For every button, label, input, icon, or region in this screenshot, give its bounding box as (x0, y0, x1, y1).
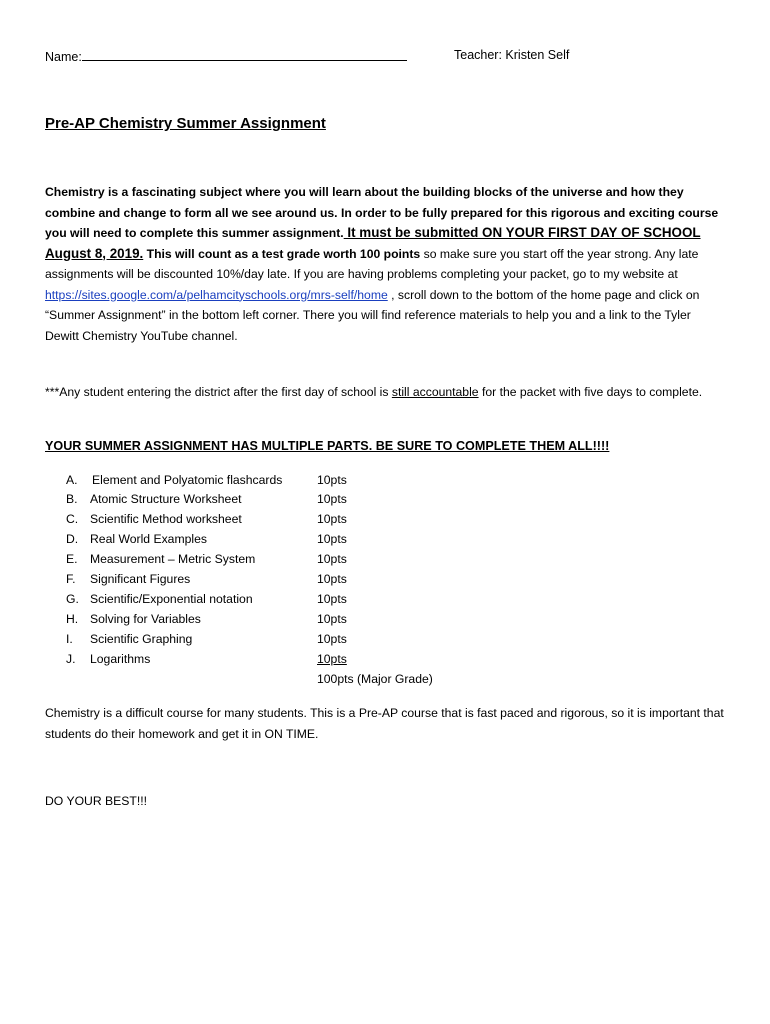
part-name: Logarithms (90, 652, 151, 666)
intro-text-1: so make sure you start off the year strong. Any late assignments will be discounted 10%/day late. If you are having problems completing your packet, go to my website at (45, 246, 699, 281)
list-item: F. Significant Figures 10pts (66, 572, 347, 586)
part-name: Measurement – Metric System (90, 552, 256, 566)
name-field (45, 48, 407, 64)
name-label: Name: (45, 50, 82, 64)
list-item: A. Element and Polyatomic flashcards 10pts (66, 473, 347, 487)
parts-heading: YOUR SUMMER ASSIGNMENT HAS MULTIPLE PARTS. BE SURE TO COMPLETE THEM ALL!!!! (45, 439, 610, 453)
list-item: J. Logarithms 10pts (66, 652, 347, 666)
part-name: Scientific Method worksheet (90, 512, 242, 526)
part-points: 10pts (317, 632, 347, 646)
part-points: 10pts (317, 572, 347, 586)
note-underlined-text: still accountable (391, 385, 479, 399)
part-points: 10pts (317, 512, 347, 526)
submission-deadline: It must be submitted ON YOUR FIRST DAY OF SCHOOL August 8, 2019. (45, 225, 701, 261)
part-name: Solving for Variables (90, 612, 201, 626)
total-points: 100pts (Major Grade) (317, 672, 433, 686)
part-points: 10pts (317, 592, 347, 606)
list-item: E. Measurement – Metric System 10pts (66, 552, 347, 566)
closing-paragraph: Chemistry is a difficult course for many students. This is a Pre-AP course that is fast paced and rigorous, so it is important that students do their homework and get it in ON TIME. (45, 706, 724, 741)
part-points: 10pts (317, 532, 347, 546)
part-points: 10pts (317, 652, 347, 666)
list-item: C. Scientific Method worksheet 10pts (66, 512, 347, 526)
part-name: Element and Polyatomic flashcards (92, 473, 283, 487)
list-item: G. Scientific/Exponential notation 10pts (66, 592, 347, 606)
teacher-name: Teacher: Kristen Self (454, 48, 570, 62)
page-title: Pre-AP Chemistry Summer Assignment (45, 115, 326, 132)
intro-paragraph (45, 182, 725, 346)
part-name: Scientific/Exponential notation (90, 592, 253, 606)
part-name: Atomic Structure Worksheet (90, 492, 242, 506)
late-entry-note (45, 382, 725, 403)
note-text-after: for the packet with five days to complete. (478, 385, 703, 399)
list-item: I. Scientific Graphing 10pts (66, 632, 347, 646)
part-name: Significant Figures (90, 572, 191, 586)
part-name: Real World Examples (90, 532, 207, 546)
part-name: Scientific Graphing (90, 632, 193, 646)
intro-text-2: , scroll down to the bottom of the home page and click on “Summer Assignment” in the bottom left corner. There you will find reference materials to help you and a link to the Tyler Dewitt Chemistry YouTube channel. (45, 287, 700, 343)
list-item: B. Atomic Structure Worksheet 10pts (66, 492, 347, 506)
part-points: 10pts (317, 552, 347, 566)
part-points: 10pts (317, 473, 347, 487)
list-item: H. Solving for Variables 10pts (66, 612, 347, 626)
intro-bold-text: Chemistry is a fascinating subject where you will learn about the building blocks of the universe and how they combine and change to form all we see around us. In order to be fully prepared for this rigorous and exciting course you will need to complete this summer assignment. (45, 185, 719, 240)
sign-off: DO YOUR BEST!!! (45, 794, 148, 808)
part-points: 10pts (317, 612, 347, 626)
part-points: 10pts (317, 492, 347, 506)
test-grade-note: This will count as a test grade worth 100 points (143, 246, 421, 261)
note-text-before: ***Any student entering the district after the first day of school is (45, 385, 392, 399)
name-blank-line[interactable] (82, 48, 407, 61)
list-item: D. Real World Examples 10pts (66, 532, 347, 546)
website-link[interactable]: https://sites.google.com/a/pelhamcityschools.org/mrs-self/home (45, 287, 388, 302)
